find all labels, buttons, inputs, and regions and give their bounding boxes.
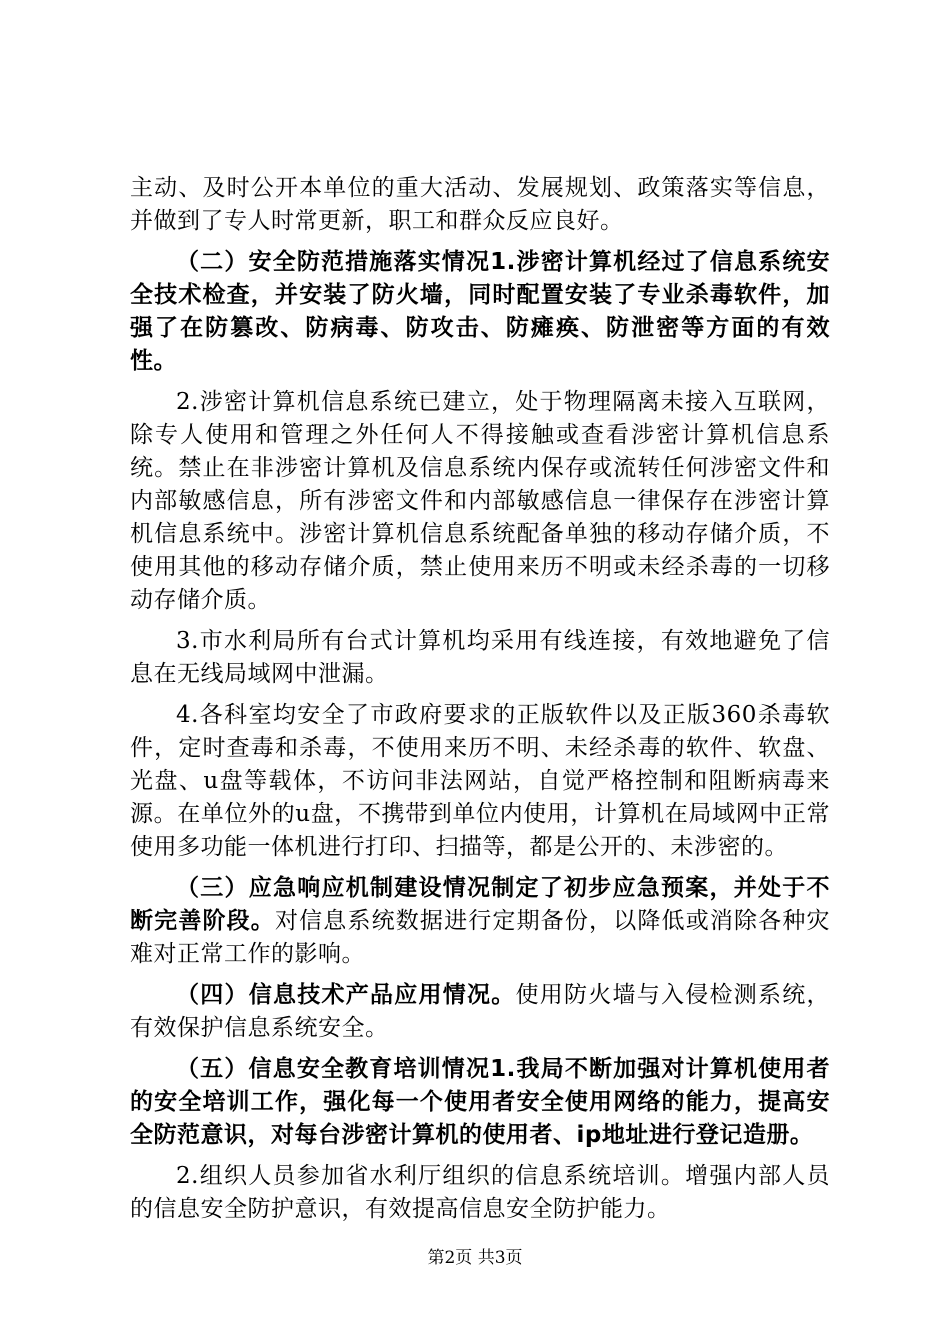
paragraph-8-text: 2.组织人员参加省水利厅组织的信息系统培训。增强内部人员的信息安全防护意识，有效提高信息安全防护能力。 — [130, 1163, 830, 1222]
paragraph-6-heading: （四）信息技术产品应用情况。 — [176, 982, 516, 1008]
paragraph-0 — [130, 172, 830, 238]
paragraph-5 — [130, 872, 830, 971]
document-body — [130, 172, 830, 1234]
paragraph-3 — [130, 625, 830, 691]
paragraph-6-text: 使用防火墙与入侵检测系统，有效保护信息系统安全。 — [130, 982, 830, 1041]
paragraph-4-text: 4.各科室均安全了市政府要求的正版软件以及正版360杀毒软件，定时查毒和杀毒，不使用来历不明、未经杀毒的软件、软盘、光盘、u盘等载体，不访问非法网站，自觉严格控制和阻断病毒来源。在单位外的u盘，不携带到单位内使用，计算机在局域网中正常使用多功能一体机进行打印、扫描等，都是公开的、未涉密的。 — [130, 702, 830, 860]
paragraph-2 — [130, 386, 830, 617]
paragraph-1-heading: （二）安全防范措施落实情况1.涉密计算机经过了信息系统安全技术检查，并安装了防火墙，同时配置安装了专业杀毒软件，加强了在防篡改、防病毒、防攻击、防瘫痪、防泄密等方面的有效性。 — [130, 249, 830, 374]
paragraph-8 — [130, 1160, 830, 1226]
paragraph-7 — [130, 1053, 830, 1152]
page-number-label: 第2页 共3页 — [427, 1248, 523, 1268]
paragraph-4 — [130, 699, 830, 864]
paragraph-3-text: 3.市水利局所有台式计算机均采用有线连接，有效地避免了信息在无线局域网中泄漏。 — [130, 628, 830, 687]
paragraph-5-text: 对信息系统数据进行定期备份，以降低或消除各种灾难对正常工作的影响。 — [130, 908, 831, 967]
page-footer — [0, 1243, 950, 1268]
paragraph-1 — [130, 246, 830, 378]
paragraph-5-heading: （三）应急响应机制建设情况制定了初步应急预案，并处于不断完善阶段。 — [130, 875, 830, 934]
paragraph-2-text: 2.涉密计算机信息系统已建立，处于物理隔离未接入互联网，除专人使用和管理之外任何人不得接触或查看涉密计算机信息系统。禁止在非涉密计算机及信息系统内保存或流转任何涉密文件和内部敏感信息，所有涉密文件和内部敏感信息一律保存在涉密计算机信息系统中。涉密计算机信息系统配备单独的移动存储介质，不使用其他的移动存储介质，禁止使用来历不明或未经杀毒的一切移动存储介质。 — [130, 389, 830, 613]
paragraph-7-heading: （五）信息安全教育培训情况1.我局不断加强对计算机使用者的安全培训工作，强化每一个使用者安全使用网络的能力，提高安全防范意识，对每台涉密计算机的使用者、ip地址进行登记造册。 — [130, 1056, 830, 1148]
paragraph-0-text: 主动、及时公开本单位的重大活动、发展规划、政策落实等信息，并做到了专人时常更新，职工和群众反应良好。 — [130, 175, 830, 234]
paragraph-6 — [130, 979, 830, 1045]
